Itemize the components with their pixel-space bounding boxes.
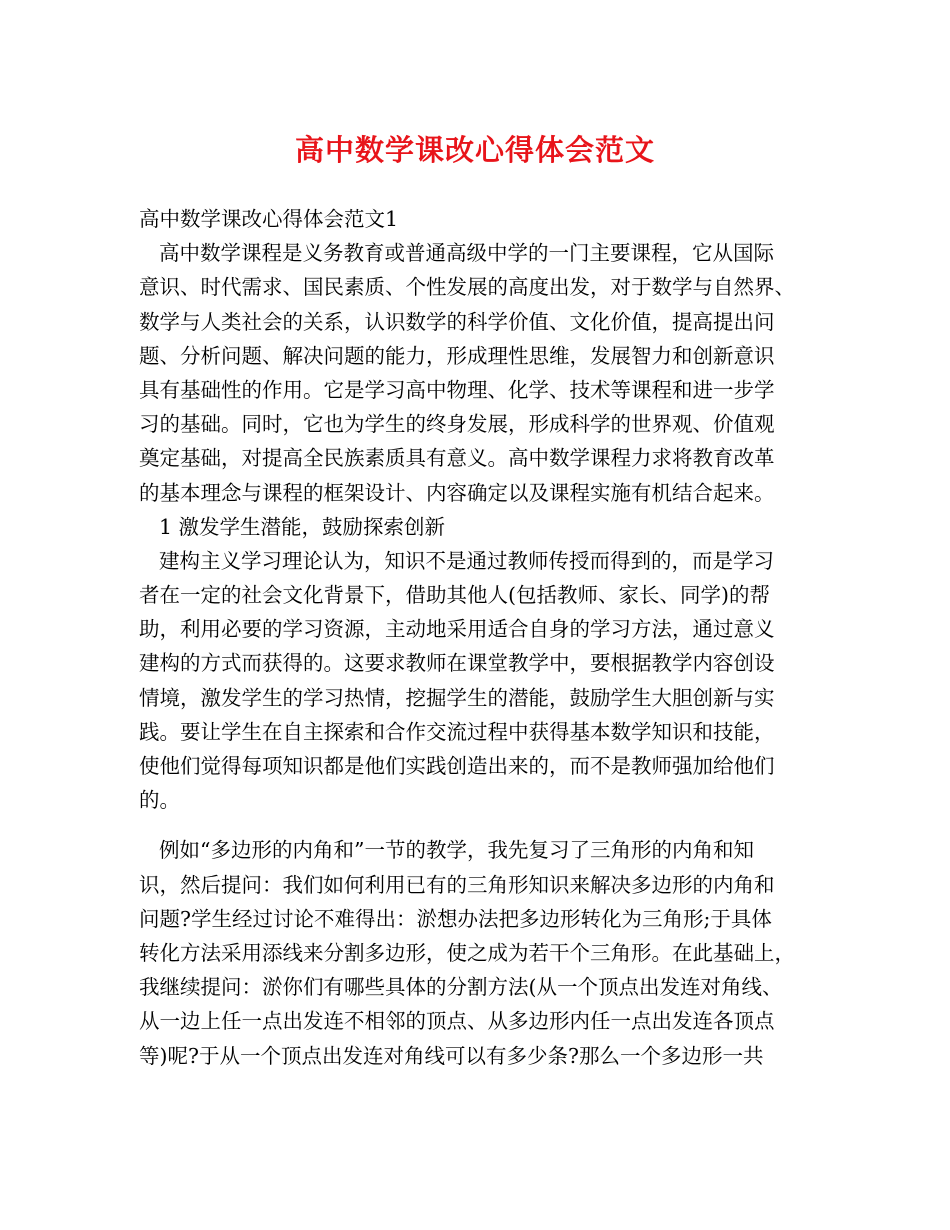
paragraph-line: 情境，激发学生的学习热情，挖掘学生的潜能，鼓励学生大胆创新与实 <box>139 685 775 710</box>
paragraph-1 <box>139 236 829 510</box>
paragraph-line: 数学与人类社会的关系，认识数学的科学价值、文化价值，提高提出问 <box>139 309 775 334</box>
paragraph-line: 识，然后提问：我们如何利用已有的三角形知识来解决多边形的内角和 <box>139 872 775 897</box>
paragraph-line: 的。 <box>139 788 180 813</box>
document-title: 高中数学课改心得体会范文 <box>294 133 655 167</box>
paragraph-line: 从一边上任一点出发连不相邻的顶点、从多边形内任一点出发连各顶点 <box>139 1009 775 1034</box>
paragraph-3 <box>139 833 829 1072</box>
paragraph-line: 的基本理念与课程的框架设计、内容确定以及课程实施有机结合起来。 <box>139 480 775 505</box>
paragraph-spacer <box>139 817 829 833</box>
paragraph-line: 者在一定的社会文化背景下，借助其他人(包括教师、家长、同学)的帮 <box>139 583 770 608</box>
paragraph-line: 转化方法采用添线来分割多边形，使之成为若干个三角形。在此基础上， <box>139 940 795 965</box>
paragraph-2 <box>139 544 829 818</box>
paragraph-line: 高中数学课程是义务教育或普通高级中学的一门主要课程，它从国际 <box>159 241 774 266</box>
paragraph-line: 建构的方式而获得的。这要求教师在课堂教学中，要根据教学内容创设 <box>139 651 775 676</box>
paragraph-line: 问题?学生经过讨论不难得出：淤想办法把多边形转化为三角形;于具体 <box>139 906 772 931</box>
paragraph-line: 等)呢?于从一个顶点出发连对角线可以有多少条?那么一个多边形一共 <box>139 1043 764 1068</box>
paragraph-line: 践。要让学生在自主探索和合作交流过程中获得基本数学知识和技能， <box>139 719 775 744</box>
paragraph-line: 习的基础。同时，它也为学生的终身发展，形成科学的世界观、价值观 <box>139 412 775 437</box>
document-body <box>139 202 829 1073</box>
paragraph-line: 使他们觉得每项知识都是他们实践创造出来的，而不是教师强加给他们 <box>139 754 775 778</box>
paragraph-line: 具有基础性的作用。它是学习高中物理、化学、技术等课程和进一步学 <box>139 377 775 402</box>
paragraph-line: 建构主义学习理论认为，知识不是通过教师传授而得到的，而是学习 <box>159 548 774 573</box>
paragraph-line: 我继续提问：淤你们有哪些具体的分割方法(从一个顶点出发连对角线、 <box>139 975 783 1000</box>
paragraph-line: 题、分析问题、解决问题的能力，形成理性思维，发展智力和创新意识 <box>139 343 775 368</box>
paragraph-line: 意识、时代需求、国民素质、个性发展的高度出发，对于数学与自然界、 <box>139 275 795 300</box>
document-subtitle: 高中数学课改心得体会范文1 <box>139 207 399 231</box>
section-heading: 1 激发学生潜能，鼓励探索创新 <box>159 514 446 539</box>
paragraph-line: 助，利用必要的学习资源，主动地采用适合自身的学习方法，通过意义 <box>139 617 775 642</box>
paragraph-line: 奠定基础，对提高全民族素质具有意义。高中数学课程力求将教育改革 <box>139 446 775 471</box>
paragraph-line: 例如“多边形的内角和”一节的教学，我先复习了三角形的内角和知 <box>159 838 754 863</box>
